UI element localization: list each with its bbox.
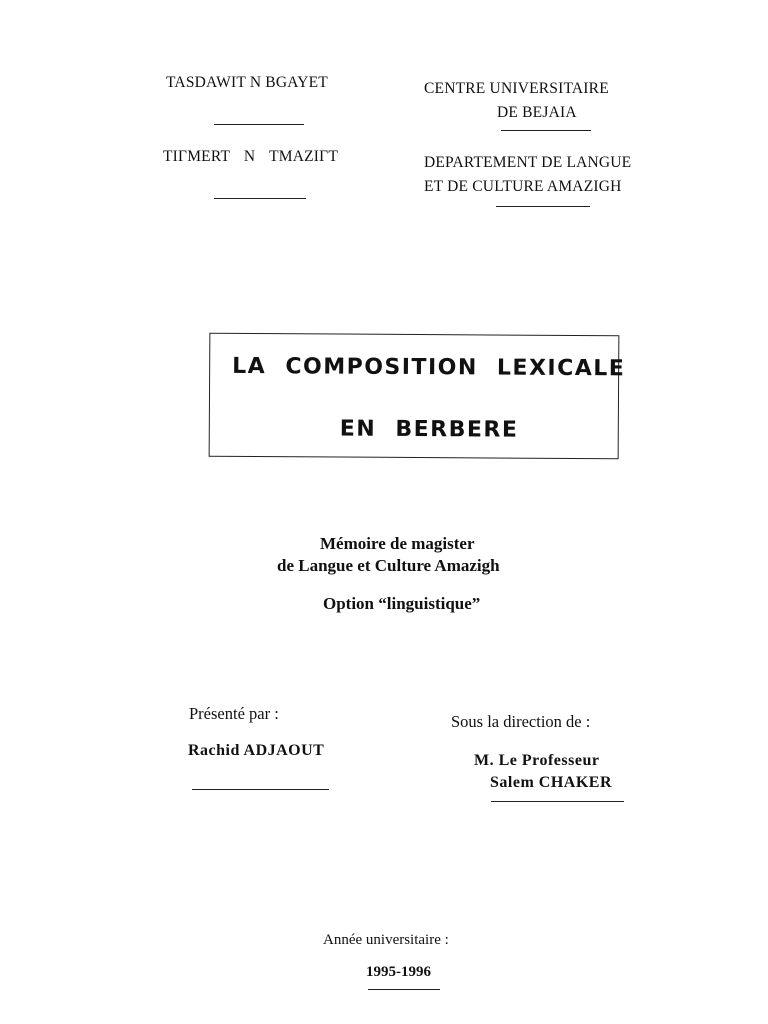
thesis-type-line2: de Langue et Culture Amazigh xyxy=(277,556,500,575)
thesis-title-line1: LA COMPOSITION LEXICALE xyxy=(232,353,626,382)
thesis-option: Option “linguistique” xyxy=(323,594,481,613)
supervisor-label: Sous la direction de : xyxy=(451,712,591,731)
department-name-tamazight: TIΓMERT N TMAZIΓT xyxy=(163,148,339,165)
department-name-french-line1: DEPARTEMENT DE LANGUE xyxy=(424,154,632,171)
supervisor-name: Salem CHAKER xyxy=(490,774,612,791)
divider-line xyxy=(496,206,590,207)
academic-year-label: Année universitaire : xyxy=(323,932,449,948)
university-name-tamazight: TASDAWIT N BGAYET xyxy=(166,74,328,91)
divider-line xyxy=(368,989,440,990)
university-name-french-line1: CENTRE UNIVERSITAIRE xyxy=(424,80,609,97)
divider-line xyxy=(214,124,304,125)
presenter-label: Présenté par : xyxy=(189,704,279,723)
academic-year-value: 1995-1996 xyxy=(366,964,431,980)
thesis-title-line2: EN BERBERE xyxy=(339,416,519,443)
department-name-french-line2: ET DE CULTURE AMAZIGH xyxy=(424,178,622,195)
divider-line xyxy=(501,130,591,131)
supervisor-title: M. Le Professeur xyxy=(474,752,600,769)
divider-line xyxy=(214,198,306,199)
presenter-name: Rachid ADJAOUT xyxy=(188,742,325,759)
thesis-title-box xyxy=(209,333,626,460)
divider-line xyxy=(491,801,624,802)
divider-line xyxy=(192,789,329,790)
thesis-type-line1: Mémoire de magister xyxy=(320,534,475,553)
university-name-french-line2: DE BEJAIA xyxy=(497,104,577,121)
